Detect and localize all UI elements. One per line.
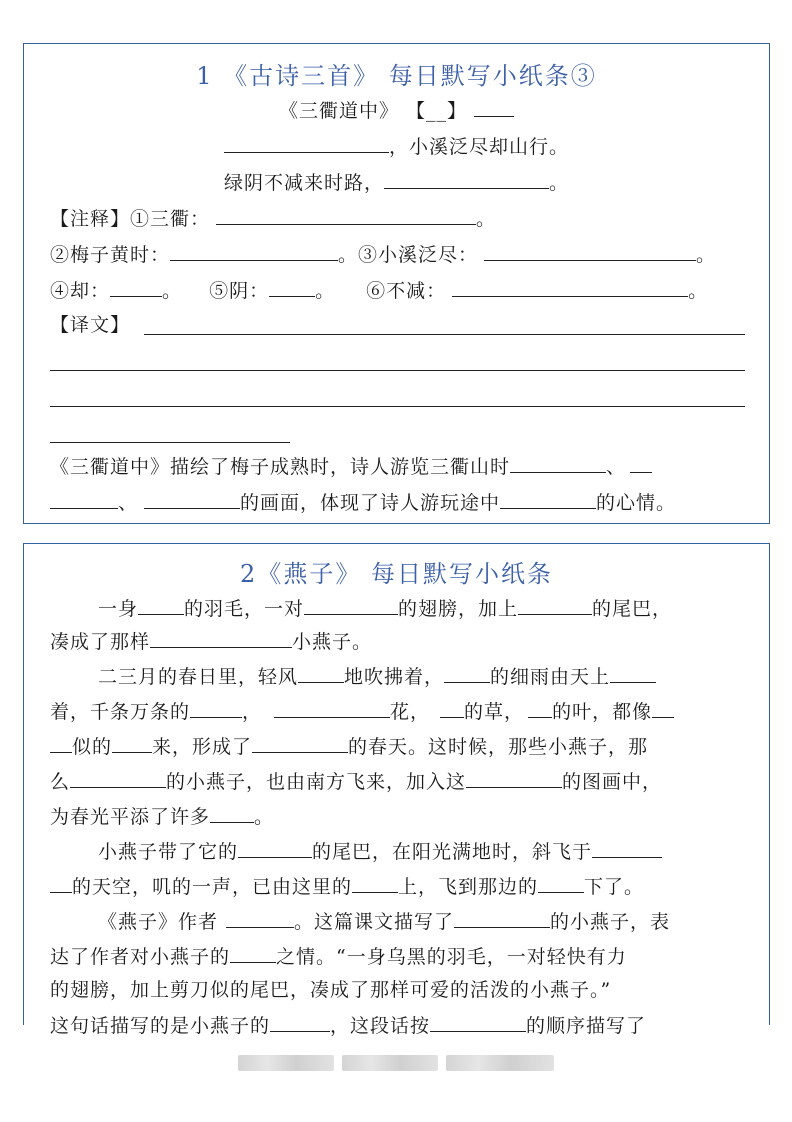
- blank[interactable]: [274, 698, 390, 718]
- p4-line-2: [50, 943, 749, 969]
- text: 着，千条万条的: [50, 701, 191, 723]
- poem-line-2-text: 绿阴不减来时路，: [223, 172, 384, 194]
- blank[interactable]: [252, 733, 348, 753]
- blank[interactable]: [454, 908, 550, 928]
- period: 。: [162, 280, 183, 302]
- poem-line-2-end: 。: [549, 172, 570, 194]
- poem-title: 《三衢道中》: [278, 100, 399, 122]
- blank[interactable]: [466, 768, 562, 788]
- blank[interactable]: [298, 663, 344, 683]
- blank[interactable]: [190, 698, 242, 718]
- note-5-blank[interactable]: [269, 277, 315, 297]
- text: 来，形成了: [152, 736, 253, 758]
- text: 下了。: [584, 876, 645, 898]
- text: 地吹拂着，: [344, 666, 445, 688]
- blank[interactable]: [652, 698, 674, 718]
- blank[interactable]: [230, 943, 276, 963]
- poem-blank-2[interactable]: [384, 169, 549, 189]
- watermark-blur: [446, 1055, 554, 1071]
- blank[interactable]: [304, 595, 398, 615]
- translation-rule-4[interactable]: [50, 442, 290, 443]
- p3-line-2: [50, 873, 749, 899]
- card-2-title: 2《燕子》 每日默写小纸条: [240, 560, 553, 588]
- p2-line-2: [50, 698, 749, 724]
- text: 一身: [98, 598, 139, 620]
- note-4-blank[interactable]: [110, 277, 162, 297]
- text: 这句话描写的是小燕子的: [50, 1015, 271, 1037]
- summary-text-a: 《三衢道中》描绘了梅子成熟时，诗人游览三衢山时: [50, 456, 511, 478]
- blank[interactable]: [70, 768, 166, 788]
- worksheet-card-2: [23, 543, 770, 1037]
- notes-line-2: [50, 241, 749, 267]
- p4-line-3: [50, 978, 749, 1002]
- text: 的细雨由天上: [490, 666, 611, 688]
- blank[interactable]: [518, 595, 592, 615]
- author-bracket: 【__】: [406, 100, 468, 122]
- poem-line-1-text: ，小溪泛尽却山行。: [388, 136, 569, 158]
- text: 为春光平添了许多: [50, 806, 211, 828]
- translation-label: 【译文】: [50, 314, 131, 336]
- text: 的翅膀，加上剪刀似的尾巴，凑成了那样可爱的活泼的小燕子。”: [50, 979, 612, 1001]
- text: 。这篇课文描写了: [294, 911, 455, 933]
- note-1-label: ①三衢：: [130, 208, 211, 230]
- text: 上，飞到那边的: [398, 876, 539, 898]
- poem-line-2: [24, 169, 769, 195]
- p4-line-1: [50, 908, 749, 934]
- text: 花，: [390, 701, 431, 723]
- text: ，这段话按: [330, 1015, 431, 1037]
- summary-blank-2a[interactable]: [630, 453, 652, 473]
- p3-line-1: [50, 838, 749, 864]
- text: 的天空，叽的一声，已由这里的: [72, 876, 353, 898]
- watermark-blur: [238, 1055, 334, 1071]
- p4-line-4: [50, 1012, 749, 1038]
- worksheet-card-1: [23, 43, 770, 524]
- blank[interactable]: [50, 733, 72, 753]
- blank[interactable]: [538, 873, 584, 893]
- summary-line-1: [50, 453, 749, 479]
- text: 的叶，都像: [552, 701, 653, 723]
- text: 的尾巴，: [592, 598, 673, 620]
- text: 的小燕子，也由南方飞来，加入这: [166, 771, 467, 793]
- note-2-blank[interactable]: [170, 241, 338, 261]
- translation-rule-2[interactable]: [50, 370, 745, 371]
- text: 达了作者对小燕子的: [50, 946, 231, 968]
- note-3-label: ③小溪泛尽：: [358, 244, 479, 266]
- blank[interactable]: [238, 838, 312, 858]
- summary-blank-3[interactable]: [144, 489, 240, 509]
- poem-blank-1[interactable]: [224, 133, 389, 153]
- summary-blank-1[interactable]: [510, 453, 606, 473]
- text: 凑成了那样: [50, 631, 151, 653]
- text: 的翅膀，加上: [398, 598, 519, 620]
- summary-text-b: 的画面，体现了诗人游玩途中: [240, 492, 501, 514]
- text: 的春天。这时候，那些小燕子，那: [348, 736, 649, 758]
- period: 。: [696, 244, 717, 266]
- text: 二三月的春日里，轻风: [98, 666, 299, 688]
- text: ，: [242, 701, 263, 723]
- summary-blank-4[interactable]: [500, 489, 596, 509]
- blank[interactable]: [226, 908, 294, 928]
- note-3-blank[interactable]: [484, 241, 696, 261]
- blank[interactable]: [440, 698, 464, 718]
- period: 。: [688, 280, 709, 302]
- note-2-label: ②梅子黄时：: [50, 244, 171, 266]
- text: 之情。“一身乌黑的羽毛，一对轻快有力: [276, 946, 627, 968]
- summary-blank-2b[interactable]: [50, 489, 118, 509]
- text: 的小燕子，表: [550, 911, 671, 933]
- translation-rule-1[interactable]: [144, 334, 745, 335]
- blank[interactable]: [610, 663, 656, 683]
- text: 小燕子带了它的: [98, 841, 239, 863]
- note-5-label: ⑤阴：: [209, 280, 270, 302]
- notes-line-3: [50, 277, 749, 303]
- p2-line-1: [50, 663, 749, 689]
- summary-line-2: [50, 489, 749, 515]
- blank[interactable]: [50, 873, 72, 893]
- p1-line-1: [50, 595, 749, 621]
- notes-line-1: [50, 205, 749, 231]
- summary-sep: 、: [606, 456, 627, 478]
- blank[interactable]: [352, 873, 398, 893]
- summary-text-c: 的心情。: [596, 492, 677, 514]
- summary-sep: 、: [118, 492, 139, 514]
- text: 的顺序描写了: [526, 1015, 647, 1037]
- text: 。: [254, 806, 275, 828]
- blank[interactable]: [528, 698, 552, 718]
- blank[interactable]: [592, 838, 662, 858]
- poem-title-line: [24, 97, 769, 123]
- blank[interactable]: [210, 803, 254, 823]
- text: 《燕子》作者: [98, 911, 219, 933]
- note-6-blank[interactable]: [452, 277, 688, 297]
- author-blank[interactable]: [474, 97, 514, 117]
- text: 的羽毛，一对: [184, 598, 305, 620]
- p2-line-4: [50, 768, 749, 794]
- watermark-blur: [342, 1055, 438, 1071]
- blank[interactable]: [112, 733, 152, 753]
- blank[interactable]: [150, 628, 292, 648]
- text: 么: [50, 771, 71, 793]
- note-1-blank[interactable]: [216, 205, 476, 225]
- text: 小燕子。: [292, 631, 373, 653]
- period: 。: [476, 208, 497, 230]
- text: 的草，: [464, 701, 525, 723]
- p2-line-5: [50, 803, 749, 829]
- blank[interactable]: [138, 595, 184, 615]
- period: 。: [338, 244, 359, 266]
- p2-line-3: [50, 733, 749, 759]
- blank[interactable]: [444, 663, 490, 683]
- notes-label: 【注释】: [50, 208, 131, 230]
- text: 的图画中，: [562, 771, 663, 793]
- blank[interactable]: [270, 1012, 330, 1032]
- poem-line-1: [24, 133, 769, 159]
- text: 的尾巴，在阳光满地时，斜飞于: [312, 841, 593, 863]
- period: 。: [315, 280, 336, 302]
- p1-line-2: [50, 628, 749, 654]
- card-1-title: 1 《古诗三首》 每日默写小纸条③: [196, 62, 597, 90]
- text: 似的: [72, 736, 113, 758]
- note-4-label: ④却：: [50, 280, 111, 302]
- blank[interactable]: [430, 1012, 526, 1032]
- note-6-label: ⑥不减：: [366, 280, 447, 302]
- translation-rule-3[interactable]: [50, 406, 745, 407]
